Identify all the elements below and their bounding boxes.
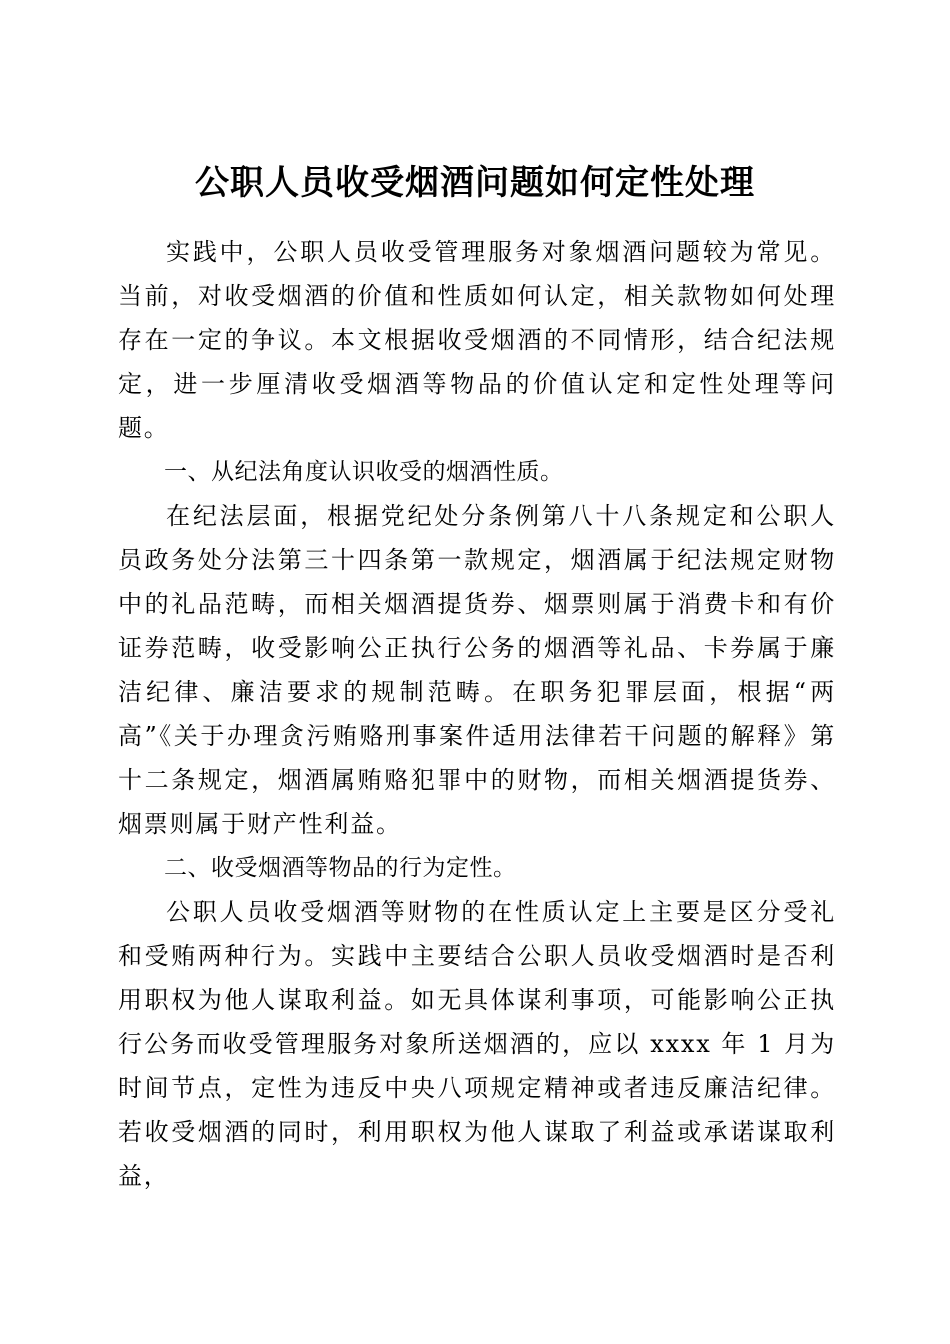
paragraph-section-2: 公职人员收受烟酒等财物的在性质认定上主要是区分受礼和受贿两种行为。实践中主要结合公职人员收受烟酒时是否利用职权为他人谋取利益。如无具体谋利事项，可能影响公正执行公务而收受管理服务对象所送烟酒的，应以 xxxx 年 1 月为时间节点，定性为违反中央八项规定精神或者违反廉洁纪律。若收受烟酒的同时，利用职权为他人谋取了利益或承诺谋取利益， — [118, 898, 836, 1190]
section-heading-1: 一、从纪法角度认识收受的烟酒性质。 — [164, 459, 564, 485]
section-heading-2: 二、收受烟酒等物品的行为定性。 — [164, 855, 517, 881]
paragraph-section-1: 在纪法层面，根据党纪处分条例第八十八条规定和公职人员政务处分法第三十四条第一款规定，烟酒属于纪法规定财物中的礼品范畴，而相关烟酒提货券、烟票则属于消费卡和有价证券范畴，收受影响公正执行公务的烟酒等礼品、卡券属于廉洁纪律、廉洁要求的规制范畴。在职务犯罪层面，根据“两高”《关于办理贪污贿赂刑事案件适用法律若干问题的解释》第十二条规定，烟酒属贿赂犯罪中的财物，而相关烟酒提货券、烟票则属于财产性利益。 — [118, 502, 836, 838]
paragraph-intro: 实践中，公职人员收受管理服务对象烟酒问题较为常见。当前，对收受烟酒的价值和性质如何认定，相关款物如何处理存在一定的争议。本文根据收受烟酒的不同情形，结合纪法规定，进一步厘清收受烟酒等物品的价值认定和定性处理等问题。 — [118, 238, 836, 442]
document-title: 公职人员收受烟酒问题如何定性处理 — [195, 162, 755, 203]
document-body — [118, 230, 836, 1198]
